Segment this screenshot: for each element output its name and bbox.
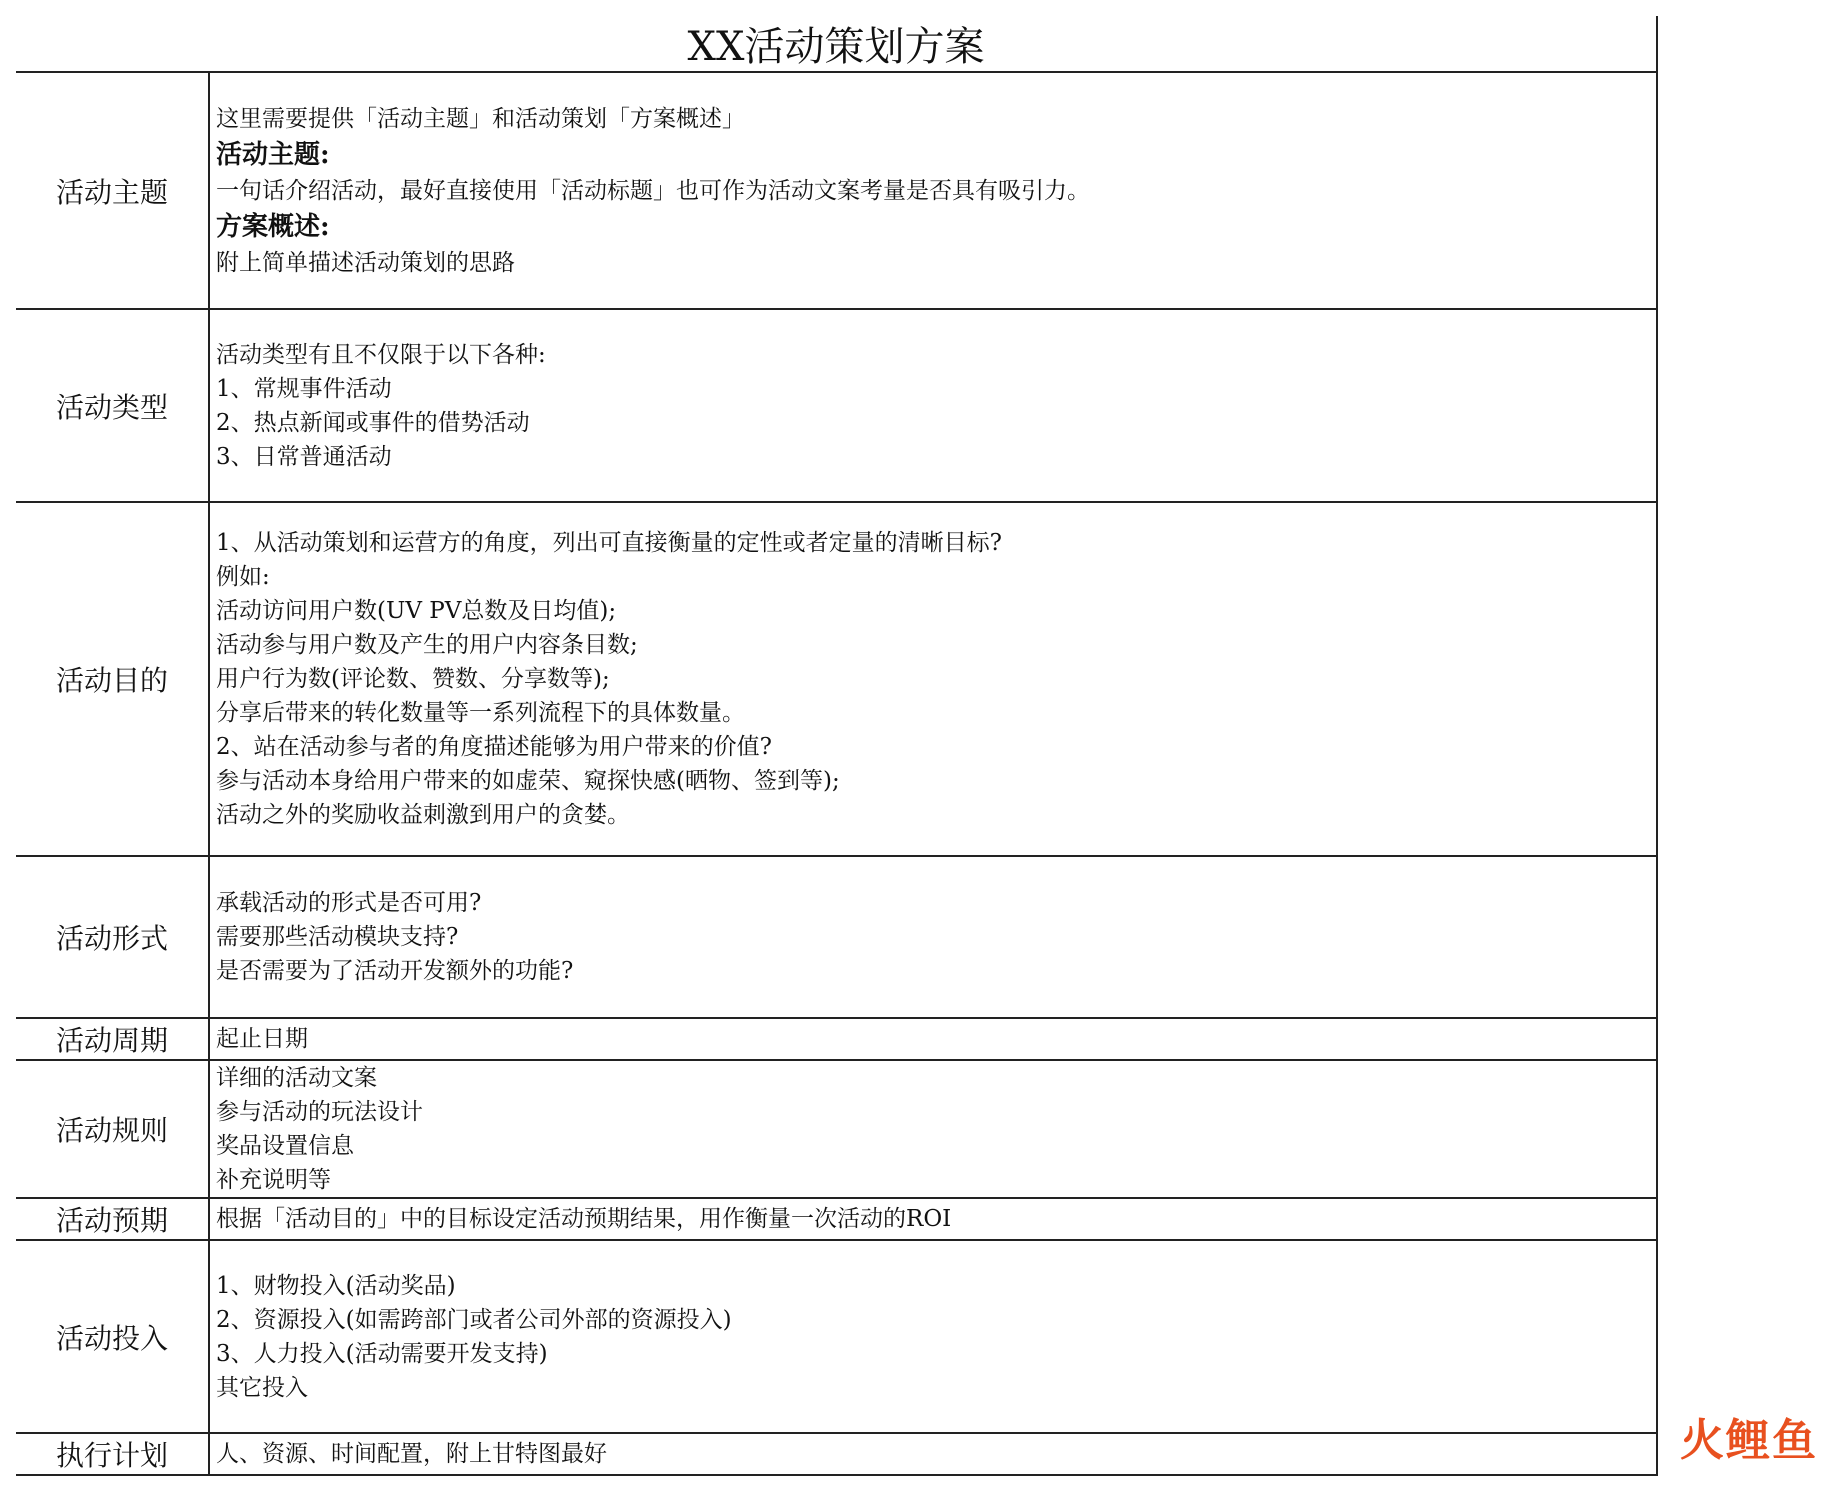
content-line: 承载活动的形式是否可用? (216, 890, 482, 916)
row-label-execution-plan: 执行计划 (16, 1433, 209, 1475)
content-line: 活动类型有且不仅限于以下各种: (216, 341, 546, 368)
content-line: 根据「活动目的」中的目标设定活动预期结果，用作衡量一次活动的ROI (216, 1206, 952, 1232)
content-line: 是否需要为了活动开发额外的功能? (216, 958, 574, 984)
content-subheading: 活动主题: (216, 139, 330, 170)
plan-row-execution-plan (16, 1433, 1657, 1475)
content-line: 一句话介绍活动，最好直接使用「活动标题」也可作为活动文案考量是否具有吸引力。 (216, 177, 1090, 204)
content-line: 参与活动的玩法设计 (216, 1099, 423, 1125)
watermark-logo: 火鲤鱼 (1680, 1415, 1818, 1466)
plan-row-type (16, 309, 1657, 502)
plan-row-rules (16, 1060, 1657, 1198)
row-content-type (209, 309, 1657, 502)
plan-row-investment (16, 1240, 1657, 1433)
content-line: 活动之外的奖励收益刺激到用户的贪婪。 (216, 802, 630, 828)
plan-sheet (16, 16, 1658, 1476)
row-label-form: 活动形式 (16, 856, 209, 1018)
content-line: 2、站在活动参与者的角度描述能够为用户带来的价值? (216, 734, 772, 760)
content-line: 需要那些活动模块支持? (216, 924, 459, 950)
content-line: 用户行为数(评论数、赞数、分享数等); (216, 666, 610, 692)
content-line: 人、资源、时间配置，附上甘特图最好 (216, 1441, 607, 1467)
content-line: 3、日常普通活动 (216, 443, 392, 470)
row-content-theme (209, 73, 1657, 309)
row-content-form (209, 856, 1657, 1018)
row-label-theme: 活动主题 (16, 73, 209, 309)
content-line: 补充说明等 (216, 1167, 331, 1193)
plan-row-theme (16, 73, 1657, 309)
content-line: 起止日期 (216, 1026, 308, 1052)
row-label-investment: 活动投入 (16, 1240, 209, 1433)
row-label-rules: 活动规则 (16, 1060, 209, 1198)
row-content-investment (209, 1240, 1657, 1433)
content-subheading: 方案概述: (216, 211, 330, 242)
row-content-execution-plan (209, 1433, 1657, 1475)
content-line: 活动参与用户数及产生的用户内容条目数; (216, 632, 638, 658)
row-label-goal: 活动目的 (16, 502, 209, 856)
content-line: 分享后带来的转化数量等一系列流程下的具体数量。 (216, 700, 745, 726)
row-label-type: 活动类型 (16, 309, 209, 502)
content-line: 2、资源投入(如需跨部门或者公司外部的资源投入) (216, 1306, 732, 1333)
plan-row-form (16, 856, 1657, 1018)
row-content-rules (209, 1060, 1657, 1198)
plan-row-expectation (16, 1198, 1657, 1240)
row-content-expectation (209, 1198, 1657, 1240)
row-label-period: 活动周期 (16, 1018, 209, 1060)
content-line: 例如: (216, 564, 270, 590)
content-line: 详细的活动文案 (216, 1065, 377, 1091)
content-line: 2、热点新闻或事件的借势活动 (216, 409, 530, 436)
content-line: 1、从活动策划和运营方的角度，列出可直接衡量的定性或者定量的清晰目标? (216, 530, 1002, 556)
content-line: 奖品设置信息 (216, 1133, 354, 1159)
plan-row-goal (16, 502, 1657, 856)
row-content-goal (209, 502, 1657, 856)
plan-row-period (16, 1018, 1657, 1060)
row-label-expectation: 活动预期 (16, 1198, 209, 1240)
row-content-period (209, 1018, 1657, 1060)
content-line: 其它投入 (216, 1374, 308, 1401)
content-line: 1、财物投入(活动奖品) (216, 1272, 456, 1299)
content-line: 1、常规事件活动 (216, 375, 392, 402)
plan-table (16, 73, 1658, 1476)
sheet-title: XX活动策划方案 (16, 16, 1658, 73)
content-line: 参与活动本身给用户带来的如虚荣、窥探快感(晒物、签到等); (216, 768, 840, 794)
content-line: 3、人力投入(活动需要开发支持) (216, 1340, 548, 1367)
content-line: 这里需要提供「活动主题」和活动策划「方案概述」 (216, 105, 745, 132)
content-line: 附上简单描述活动策划的思路 (216, 249, 515, 276)
content-line: 活动访问用户数(UV PV总数及日均值); (216, 598, 617, 624)
